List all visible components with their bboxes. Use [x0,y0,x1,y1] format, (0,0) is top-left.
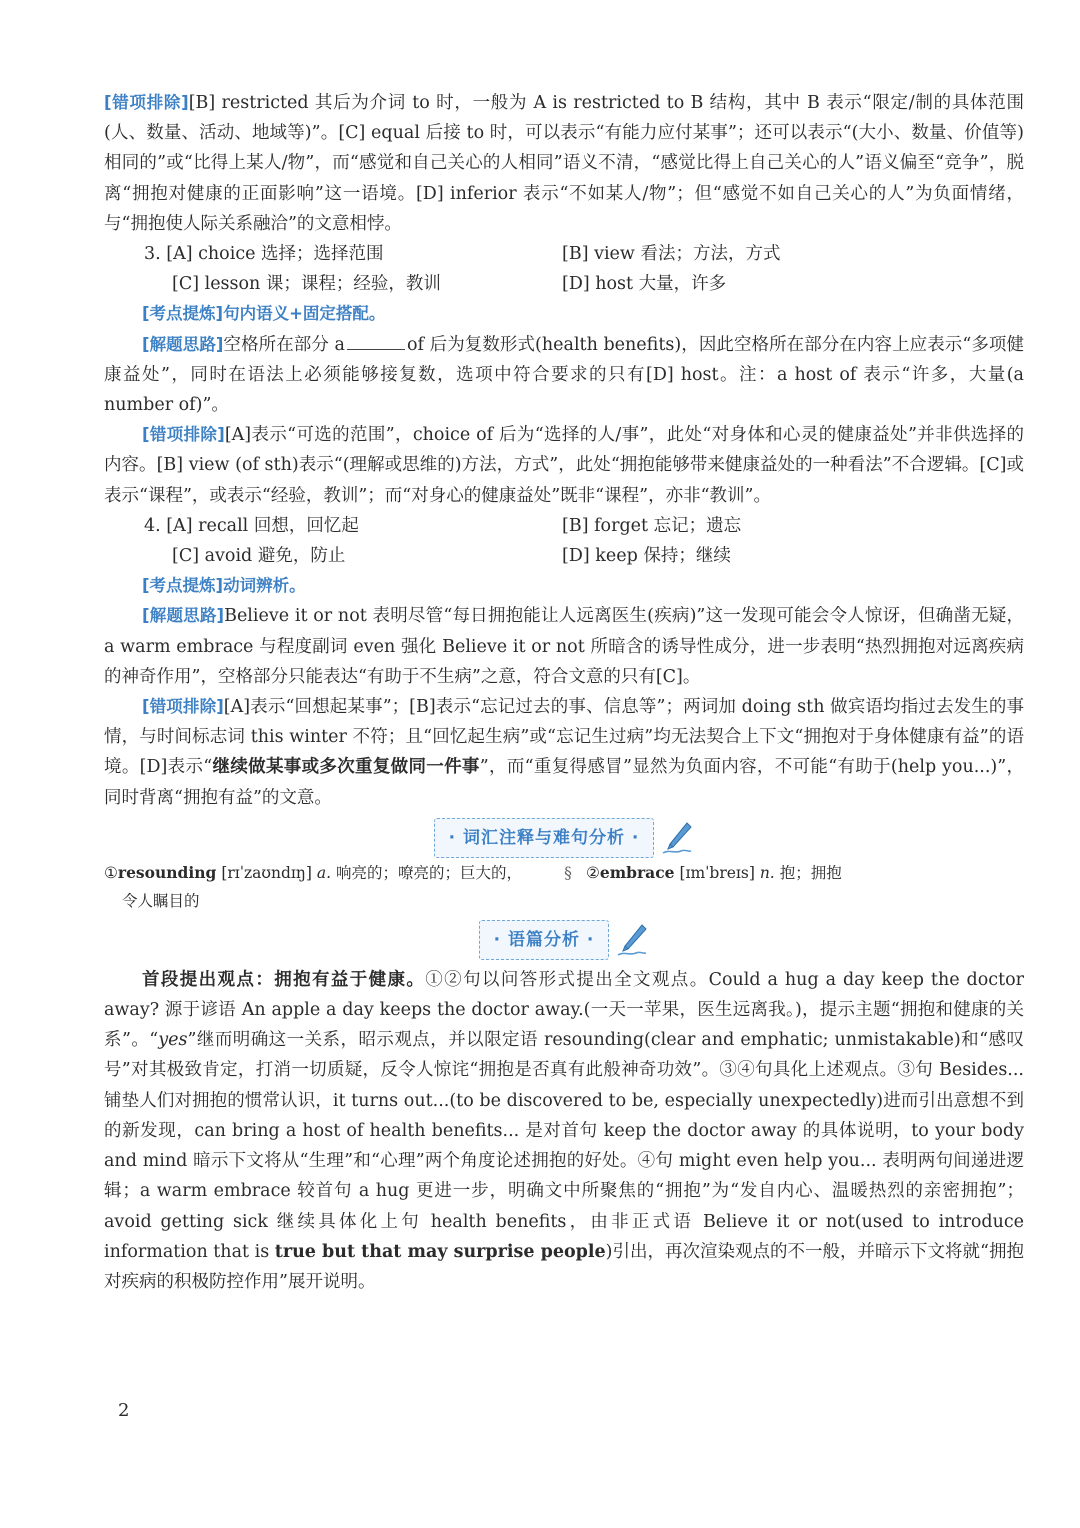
tag-wrong-options: [错项排除] [142,425,225,445]
q3-solution-post: of 后为复数形式(health benefits)，因此空格所在部分在内容上应表示“多项健康益处”，同时在语法上必须能够接复数，选项中符合要求的只有[D] host。注：a host of 表示“许多，大量(a number of)”。 [104,334,1025,416]
q2-wrong-options-text: [B] restricted 其后为介词 to 时，一般为 A is restricted to B 结构，其中 B 表示“限定/制的具体范围(人、数量、活动、地域等)”。[C] equal 后接 to 时，可以表示“有能力应付某事”；还可以表示“(大小、数量、价值等)相同的”或“比得上某人/物”，而“感觉和自己关心的人相同”语义不清，“感觉比得上自己关心的人”语义偏至“竞争”，脱离“拥抱对健康的正面影响”这一语境。[D] inferior 表示“不如某人/物”；但“感觉不如自己关心的人”为负面情绪，与“拥抱使人际关系融洽”的文意相悖。 [104,93,1024,234]
vocab-definition-cont: 令人瞩目的 [122,891,200,910]
q3-solution-pre: 空格所在部分 a [223,334,345,355]
tag-wrong-options: [错项排除] [104,93,189,112]
vocab-number: ① [104,863,118,882]
q3-options-row-2 [104,269,1024,299]
passage-section-title: · 语篇分析 · [479,920,610,960]
passage-yes-word: yes [158,1030,188,1051]
q3-option-a: 3. [A] choice 选择；选择范围 [144,244,384,265]
passage-bold-text: true but that may surprise people [274,1241,606,1262]
page-content [104,88,1024,1297]
answer-blank [347,331,405,350]
vocab-word: embrace [599,862,675,882]
q3-option-d: [D] host 大量，许多 [562,274,727,295]
q3-wrong-options [104,420,1024,511]
q4-wrong-options-pre: [A]表示“回想起某事”；[B]表示“忘记过去的事、信息等”；两词加 doing sth 做宾语均指过去发生的事情，与时间标志词 this winter 不符；且“回忆起生病”或“忘记生过病”均无法契合上下文“拥抱对于身体健康有益”的语境。[D]表示“ [104,697,1024,778]
tag-test-point: [考点提炼] [142,304,224,324]
vocab-definition: 响亮的；嘹亮的；巨大的， [335,863,522,882]
q4-wrong-options-post: ”，而“重复得感冒”显然为负面内容，不可能“有助于(help you...)”，同时背离“拥抱有益”的文意。 [104,757,1024,808]
tag-solution: [解题思路] [142,334,224,354]
vocab-pos: a. [316,863,332,882]
pen-icon [615,922,649,958]
page-number: 2 [118,1400,130,1421]
passage-text-1: ①②句以问答形式提出全文观点。Could a hug a day keep the doctor away? 源于谚语 An apple a day keeps the doctor away.(一天一苹果，医生远离我。)，提示主题“拥抱和健康的关系”。“ [104,969,1024,1051]
vocab-number: ② [586,863,600,882]
q3-option-b: [B] view 看法；方法，方式 [562,244,781,265]
paragraph-q2-wrong-options [104,88,1024,239]
tag-solution: [解题思路] [142,606,225,626]
passage-section-header [104,919,1024,961]
vocab-pos: n. [759,863,775,882]
vocab-section-title: · 词汇注释与难句分析 · [434,818,655,858]
vocab-entry-1 [104,859,550,915]
q4-wrong-options [104,692,1024,813]
q3-option-c: [C] lesson 课；课程；经验，教训 [172,274,441,295]
passage-text-2: ”继而明确这一关系，昭示观点，并以限定语 resounding(clear and emphatic; unmistakable)和“感叹号”对其极致肯定，打消一切质疑，反令人惊诧“拥抱是否真有此般神奇功效”。③④句具化上述观点。③句 Besides... 铺垫人们对拥抱的惯常认识，it turns out...(to be discovered to be, especially unexpectedly)进而引出意想不到的新发现，can bring a host of health benefits... 是对首句 keep the doctor away 的具体说明，to your body and mind 暗示下文将从“生理”和“心理”两个角度论述拥抱的好处。④句 might even help you... 表明两句间递进逻辑；a warm embrace 较首句 a hug 更进一步，明确文中所聚焦的“拥抱”为“发自内心、温暖热烈的亲密拥抱”；avoid getting sick 继续具体化上句 health benefits，由非正式语 Believe it or not(used to introduce information that is [104,1030,1024,1262]
q3-wrong-options-text: [A]表示“可选的范围”，choice of 后为“选择的人/事”，此处“对身体和心灵的健康益处”并非供选择的内容。[B] view (of sth)表示“(理解或思维的)方法，方式”，此处“拥抱能够带来健康益处的一种看法”不合逻辑。[C]或表示“课程”，或表示“经验，教训”；而“对身心的健康益处”既非“课程”，亦非“教训”。 [104,425,1024,506]
vocab-phonetic: [ɪmˈbreɪs] [679,863,755,882]
vocab-word: resounding [117,862,217,882]
pen-icon [660,820,694,856]
vocab-list [104,859,1024,915]
q4-wrong-options-bold: 继续做某事或多次重复做同一件事 [212,757,480,778]
q4-option-b: [B] forget 忘记；遗忘 [562,515,742,536]
q4-solution-text: Believe it or not 表明尽管“每日拥抱能让人远离医生(疾病)”这一发现可能会令人惊讶，但确凿无疑，a warm embrace 与程度副词 even 强化 Believe it or not 所暗含的诱导性成分，进一步表明“热烈拥抱对远离疾病的神奇作用”，空格部分只能表达“有助于不生病”之意，符合文意的只有[C]。 [104,606,1024,687]
passage-lead: 首段提出观点：拥抱有益于健康。 [142,969,426,990]
vocab-section-header [104,817,1024,859]
q4-options-row-1 [104,511,1024,541]
vocab-entry-2 [586,859,1024,915]
q4-options-row-2 [104,541,1024,571]
q3-solution [104,330,1024,421]
vocab-definition: 抱；拥抱 [779,863,842,882]
q4-test-point-text: 动词辨析。 [223,576,306,596]
passage-text-3: )引出，再次渲染观点的不一般，并暗示下文将就“拥抱对疾病的积极防控作用”展开说明。 [104,1241,1024,1292]
q4-test-point [104,571,1024,601]
vocab-phonetic: [rɪˈzaʊndɪŋ] [221,863,312,882]
tag-wrong-options: [错项排除] [142,697,224,717]
vocab-separator: § [564,863,572,882]
tag-test-point: [考点提炼] [142,576,224,596]
q4-option-d: [D] keep 保持；继续 [562,546,731,567]
q4-solution [104,601,1024,692]
q3-test-point-text: 句内语义+固定搭配。 [223,304,386,324]
q4-option-c: [C] avoid 避免，防止 [172,546,346,567]
q4-option-a: 4. [A] recall 回想，回忆起 [144,515,359,536]
passage-analysis [104,965,1024,1297]
q3-test-point [104,299,1024,329]
q3-options-row-1 [104,239,1024,269]
